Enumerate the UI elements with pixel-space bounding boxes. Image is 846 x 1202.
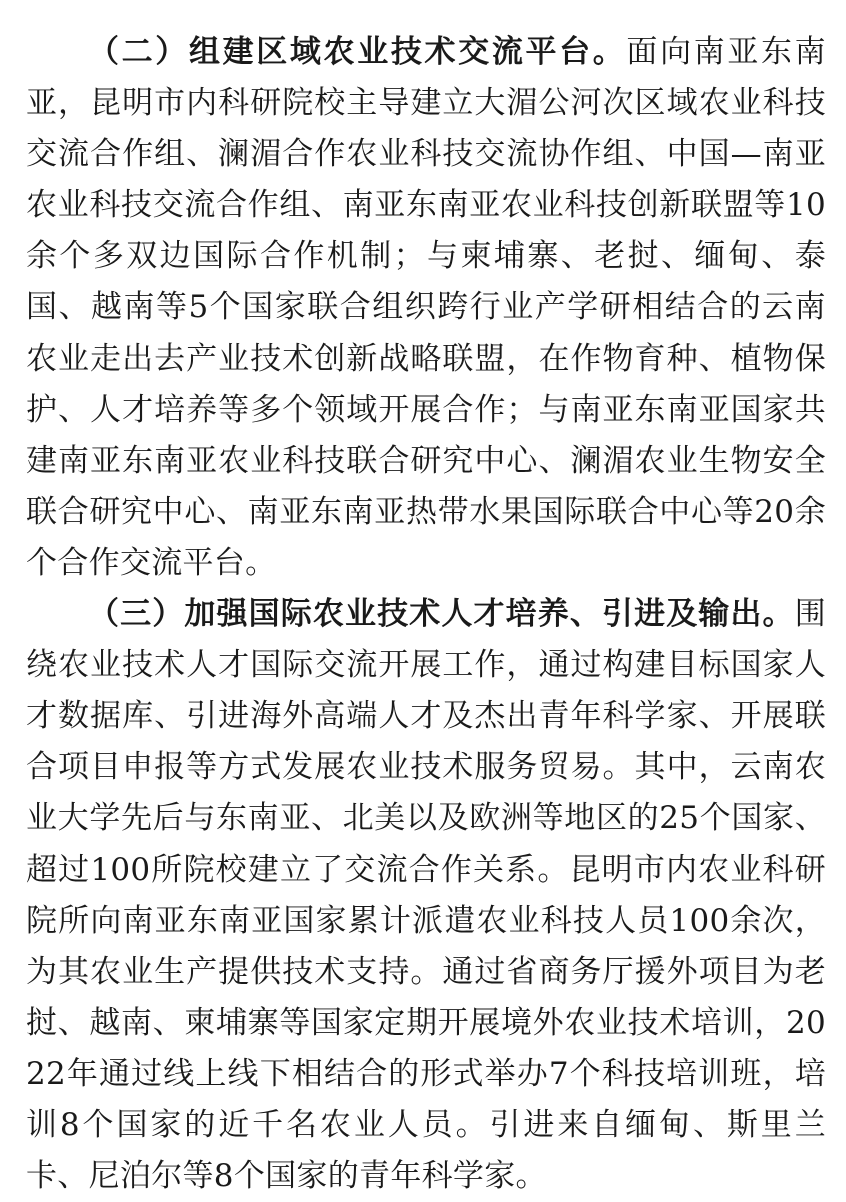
- paragraph-section-2: [26, 27, 826, 589]
- section-3-body: 围绕农业技术人才国际交流开展工作，通过构建目标国家人才数据库、引进海外高端人才及杰出青年科学家、开展联合项目申报等方式发展农业技术服务贸易。其中，云南农业大学先后与东南亚、北美以及欧洲等地区的25个国家、超过100所院校建立了交流合作关系。昆明市内农业科研院所向南亚东南亚国家累计派遣农业科技人员100余次，为其农业生产提供技术支持。通过省商务厅援外项目为老挝、越南、柬埔寨等国家定期开展境外农业技术培训，2022年通过线上线下相结合的形式举办7个科技培训班，培训8个国家的近千名农业人员。引进来自缅甸、斯里兰卡、尼泊尔等8个国家的青年科学家。: [26, 596, 826, 1195]
- section-3-heading: （三）加强国际农业技术人才培养、引进及输出。: [88, 596, 795, 633]
- section-2-body: 面向南亚东南亚，昆明市内科研院校主导建立大湄公河次区域农业科技交流合作组、澜湄合作农业科技交流协作组、中国—南亚农业科技交流合作组、南亚东南亚农业科技创新联盟等10余个多双边国际合作机制；与柬埔寨、老挝、缅甸、泰国、越南等5个国家联合组织跨行业产学研相结合的云南农业走出去产业技术创新战略联盟，在作物育种、植物保护、人才培养等多个领域开展合作；与南亚东南亚国家共建南亚东南亚农业科技联合研究中心、澜湄农业生物安全联合研究中心、南亚东南亚热带水果国际联合中心等20余个合作交流平台。: [26, 34, 826, 581]
- section-2-heading: （二）组建区域农业技术交流平台。: [88, 34, 627, 70]
- paragraph-section-3: [26, 589, 826, 1202]
